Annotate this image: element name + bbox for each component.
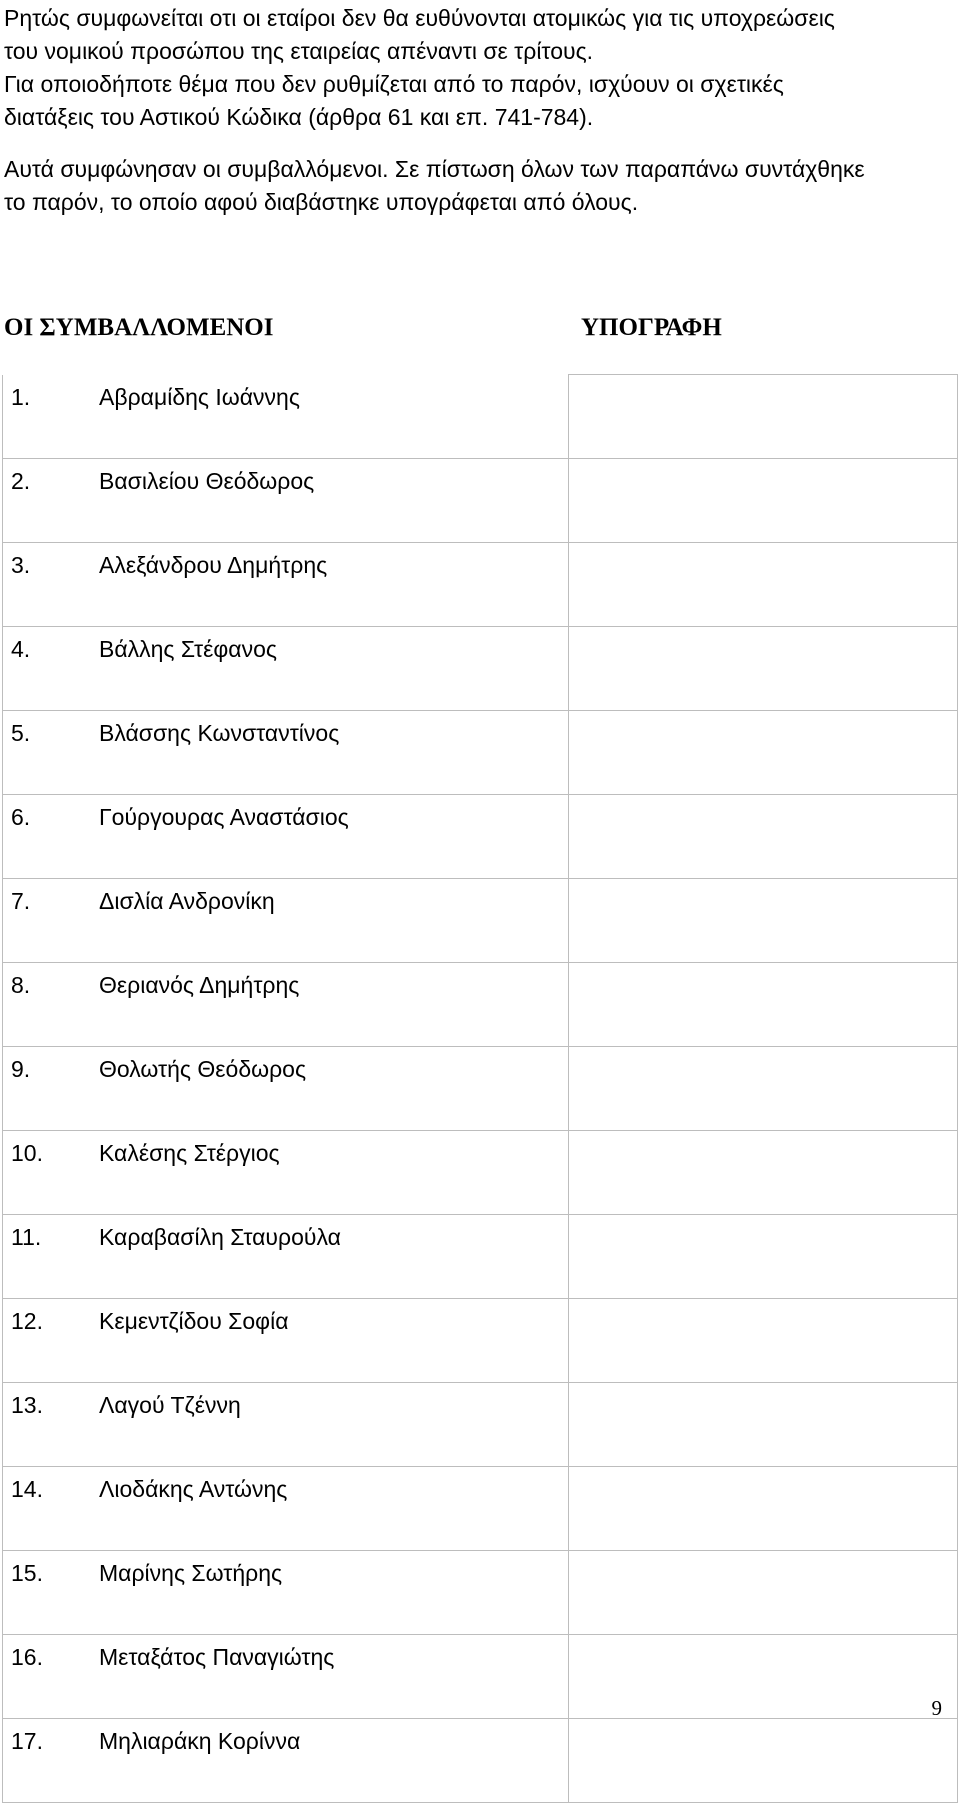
signer-number: 17. [3,1718,100,1802]
signer-name: Καλέσης Στέργιος [99,1130,569,1214]
signer-name: Κεμεντζίδου Σοφία [99,1298,569,1382]
agreement-paragraph [4,153,865,219]
signers-table [2,374,958,1803]
signature-cell[interactable] [569,1046,958,1130]
signer-number: 13. [3,1382,100,1466]
signer-row [3,1298,958,1382]
signature-cell[interactable] [569,458,958,542]
paragraph-line: Αυτά συμφώνησαν οι συμβαλλόμενοι. Σε πίστωση όλων των παραπάνω συντάχθηκε [4,156,865,182]
signer-name: Μαρίνης Σωτήρης [99,1550,569,1634]
page-number: 9 [931,1696,942,1720]
signer-row [3,375,958,459]
signer-row [3,878,958,962]
signature-cell[interactable] [569,1214,958,1298]
signer-number: 7. [3,878,100,962]
paragraph-line: Για οποιοδήποτε θέμα που δεν ρυθμίζεται από το παρόν, ισχύουν οι σχετικές [4,71,784,97]
signer-name: Γούργουρας Αναστάσιος [99,794,569,878]
signers-table-body [3,375,958,1803]
signer-number: 11. [3,1214,100,1298]
signer-name: Μεταξάτος Παναγιώτης [99,1634,569,1718]
signer-row [3,1130,958,1214]
parties-heading: ΟΙ ΣΥΜΒΑΛΛΟΜΕΝΟΙ [4,314,274,341]
signature-cell[interactable] [569,1718,958,1802]
signer-name: Βασιλείου Θεόδωρος [99,458,569,542]
signer-name: Καραβασίλη Σταυρούλα [99,1214,569,1298]
signer-row [3,710,958,794]
signer-name: Αλεξάνδρου Δημήτρης [99,542,569,626]
signer-name: Μηλιαράκη Κορίννα [99,1718,569,1802]
paragraph-line: διατάξεις του Αστικού Κώδικα (άρθρα 61 και επ. 741-784). [4,104,594,130]
signer-row [3,1718,958,1802]
signature-cell[interactable] [569,878,958,962]
signature-cell[interactable] [569,1130,958,1214]
signer-number: 5. [3,710,100,794]
signer-number: 9. [3,1046,100,1130]
signer-number: 10. [3,1130,100,1214]
paragraph-line: Ρητώς συμφωνείται οτι οι εταίροι δεν θα ευθύνονται ατομικώς για τις υποχρεώσεις [4,5,835,31]
signer-name: Θεριανός Δημήτρης [99,962,569,1046]
signer-row [3,626,958,710]
signer-name: Βλάσσης Κωνσταντίνος [99,710,569,794]
signer-number: 3. [3,542,100,626]
signer-row [3,1634,958,1718]
signature-cell[interactable] [569,1298,958,1382]
signer-row [3,1214,958,1298]
signer-row [3,1466,958,1550]
signer-name: Λαγού Τζέννη [99,1382,569,1466]
paragraph-line: το παρόν, το οποίο αφού διαβάστηκε υπογράφεται από όλους. [4,189,639,215]
signature-cell[interactable] [569,626,958,710]
signer-name: Δισλία Ανδρονίκη [99,878,569,962]
signature-cell[interactable] [569,962,958,1046]
signature-cell[interactable] [569,794,958,878]
signature-cell[interactable] [569,375,958,459]
signer-row [3,458,958,542]
signature-cell[interactable] [569,1466,958,1550]
signer-number: 6. [3,794,100,878]
signature-cell[interactable] [569,1382,958,1466]
signer-row [3,1382,958,1466]
signer-name: Θολωτής Θεόδωρος [99,1046,569,1130]
signer-name: Βάλλης Στέφανος [99,626,569,710]
signer-row [3,1550,958,1634]
signer-number: 1. [3,375,100,459]
signature-cell[interactable] [569,710,958,794]
signer-row [3,542,958,626]
signer-number: 14. [3,1466,100,1550]
signer-number: 4. [3,626,100,710]
liability-paragraph [4,2,835,134]
signature-heading: ΥΠΟΓΡΑΦΗ [581,314,722,341]
signature-cell[interactable] [569,1550,958,1634]
signer-name: Αβραμίδης Ιωάννης [99,375,569,459]
signature-cell[interactable] [569,542,958,626]
signer-number: 15. [3,1550,100,1634]
signer-number: 2. [3,458,100,542]
signer-row [3,1046,958,1130]
paragraph-line: του νομικού προσώπου της εταιρείας απέναντι σε τρίτους. [4,38,594,64]
signer-number: 16. [3,1634,100,1718]
signer-number: 12. [3,1298,100,1382]
signer-name: Λιοδάκης Αντώνης [99,1466,569,1550]
signer-row [3,962,958,1046]
signature-cell[interactable] [569,1634,958,1718]
signer-number: 8. [3,962,100,1046]
signer-row [3,794,958,878]
